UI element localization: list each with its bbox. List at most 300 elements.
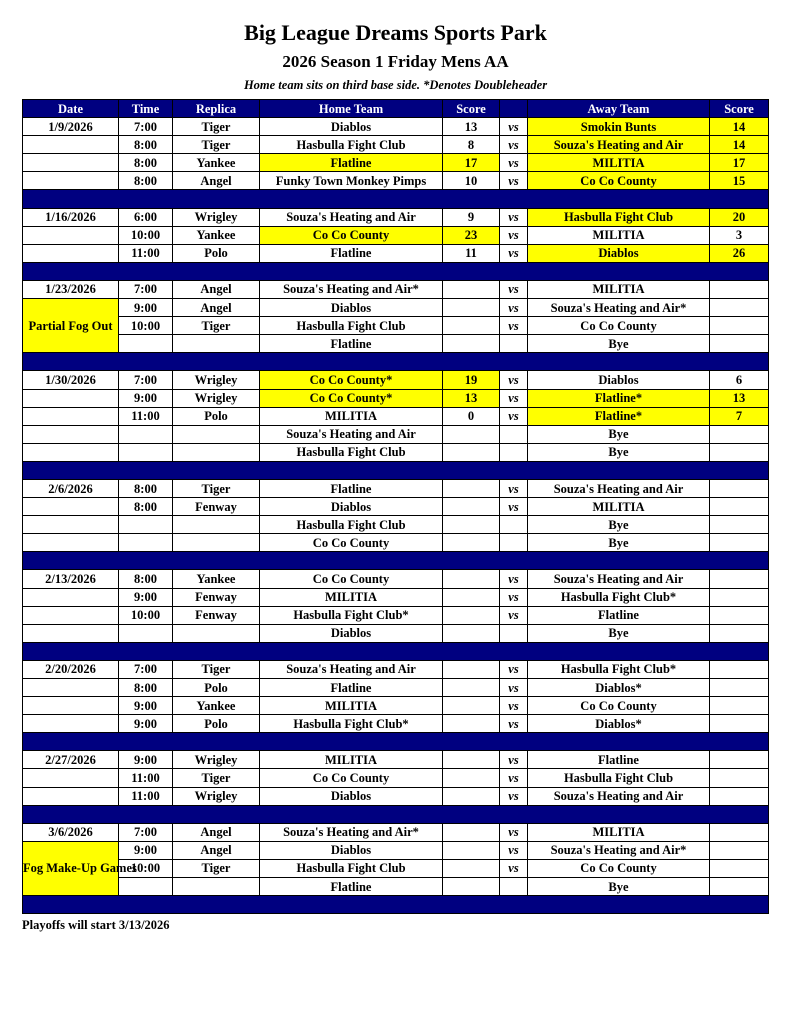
home-score-cell	[443, 443, 500, 461]
away-score-cell	[710, 841, 769, 859]
game-row	[23, 371, 769, 389]
game-row	[23, 425, 769, 443]
home-team-cell: Co Co County*	[260, 371, 443, 389]
page-subtitle: 2026 Season 1 Friday Mens AA	[282, 52, 509, 71]
game-row	[23, 244, 769, 262]
replica-cell: Angel	[173, 299, 260, 317]
vs-cell: vs	[500, 407, 528, 425]
home-team-cell: Hasbulla Fight Club	[260, 516, 443, 534]
game-row	[23, 715, 769, 733]
empty-date-cell	[23, 516, 119, 534]
col-time: Time	[119, 100, 173, 118]
away-team-cell: Flatline	[528, 606, 710, 624]
away-score-cell	[710, 878, 769, 896]
separator-bar	[23, 642, 769, 660]
away-score-cell	[710, 787, 769, 805]
game-row	[23, 407, 769, 425]
game-row	[23, 697, 769, 715]
away-team-cell: Hasbulla Fight Club*	[528, 660, 710, 678]
away-score-cell	[710, 479, 769, 497]
home-score-cell	[443, 679, 500, 697]
vs-cell: vs	[500, 172, 528, 190]
empty-date-cell	[23, 498, 119, 516]
home-team-cell: Hasbulla Fight Club*	[260, 606, 443, 624]
away-score-cell	[710, 660, 769, 678]
replica-cell: Tiger	[173, 317, 260, 335]
empty-date-cell	[23, 443, 119, 461]
away-team-cell: Bye	[528, 443, 710, 461]
empty-date-cell	[23, 154, 119, 172]
time-cell: 10:00	[119, 317, 173, 335]
date-cell: 3/6/2026	[23, 823, 119, 841]
home-team-cell: Diablos	[260, 841, 443, 859]
date-cell: 1/30/2026	[23, 371, 119, 389]
away-team-cell: Bye	[528, 624, 710, 642]
separator-bar	[23, 353, 769, 371]
replica-cell: Yankee	[173, 697, 260, 715]
home-score-cell: 13	[443, 389, 500, 407]
away-score-cell	[710, 299, 769, 317]
replica-cell: Wrigley	[173, 208, 260, 226]
vs-cell: vs	[500, 751, 528, 769]
vs-cell: vs	[500, 769, 528, 787]
home-team-cell: Hasbulla Fight Club*	[260, 715, 443, 733]
doubleheader-note: Home team sits on third base side. *Denotes Doubleheader	[243, 78, 548, 92]
vs-cell: vs	[500, 679, 528, 697]
vs-cell: vs	[500, 787, 528, 805]
home-score-cell	[443, 425, 500, 443]
replica-cell	[173, 425, 260, 443]
away-team-cell: Souza's Heating and Air*	[528, 841, 710, 859]
away-score-cell	[710, 498, 769, 516]
separator-bar	[23, 896, 769, 914]
date-cell: 2/6/2026	[23, 479, 119, 497]
home-team-cell: Flatline	[260, 154, 443, 172]
replica-cell	[173, 516, 260, 534]
home-team-cell: Souza's Heating and Air	[260, 660, 443, 678]
away-team-cell: MILITIA	[528, 226, 710, 244]
replica-cell: Fenway	[173, 606, 260, 624]
game-row	[23, 172, 769, 190]
vs-cell: vs	[500, 299, 528, 317]
replica-cell: Wrigley	[173, 787, 260, 805]
week-note-cell: Partial Fog Out	[23, 299, 119, 353]
away-score-cell	[710, 534, 769, 552]
week-separator	[23, 190, 769, 208]
time-cell: 8:00	[119, 498, 173, 516]
empty-date-cell	[23, 172, 119, 190]
away-team-cell: MILITIA	[528, 154, 710, 172]
away-team-cell: Bye	[528, 335, 710, 353]
replica-cell: Fenway	[173, 588, 260, 606]
vs-cell: vs	[500, 498, 528, 516]
time-cell	[119, 425, 173, 443]
home-team-cell: Diablos	[260, 787, 443, 805]
home-score-cell	[443, 660, 500, 678]
replica-cell: Angel	[173, 823, 260, 841]
away-team-cell: Co Co County	[528, 172, 710, 190]
time-cell: 9:00	[119, 715, 173, 733]
game-row	[23, 859, 769, 877]
home-team-cell: MILITIA	[260, 407, 443, 425]
home-score-cell	[443, 280, 500, 298]
away-score-cell: 26	[710, 244, 769, 262]
vs-cell	[500, 335, 528, 353]
col-home-score: Score	[443, 100, 500, 118]
away-team-cell: Diablos*	[528, 679, 710, 697]
empty-date-cell	[23, 624, 119, 642]
game-row	[23, 226, 769, 244]
home-score-cell: 17	[443, 154, 500, 172]
away-score-cell: 3	[710, 226, 769, 244]
home-score-cell: 23	[443, 226, 500, 244]
home-team-cell: Diablos	[260, 498, 443, 516]
page-title: Big League Dreams Sports Park	[244, 20, 547, 45]
home-score-cell: 8	[443, 136, 500, 154]
away-score-cell: 6	[710, 371, 769, 389]
separator-bar	[23, 190, 769, 208]
game-row	[23, 624, 769, 642]
separator-bar	[23, 733, 769, 751]
time-cell: 11:00	[119, 407, 173, 425]
empty-date-cell	[23, 534, 119, 552]
vs-cell: vs	[500, 317, 528, 335]
away-team-cell: Diablos	[528, 244, 710, 262]
away-team-cell: Co Co County	[528, 859, 710, 877]
away-score-cell	[710, 443, 769, 461]
away-team-cell: Hasbulla Fight Club*	[528, 588, 710, 606]
home-team-cell: Flatline	[260, 878, 443, 896]
date-cell: 2/20/2026	[23, 660, 119, 678]
home-score-cell	[443, 335, 500, 353]
replica-cell: Angel	[173, 841, 260, 859]
replica-cell: Polo	[173, 715, 260, 733]
home-team-cell: Hasbulla Fight Club	[260, 317, 443, 335]
away-score-cell: 7	[710, 407, 769, 425]
empty-date-cell	[23, 244, 119, 262]
away-score-cell: 20	[710, 208, 769, 226]
home-score-cell: 19	[443, 371, 500, 389]
away-team-cell: Souza's Heating and Air	[528, 136, 710, 154]
away-team-cell: Souza's Heating and Air	[528, 787, 710, 805]
replica-cell: Fenway	[173, 498, 260, 516]
home-score-cell	[443, 299, 500, 317]
away-score-cell	[710, 335, 769, 353]
replica-cell: Wrigley	[173, 389, 260, 407]
week-separator	[23, 805, 769, 823]
replica-cell: Yankee	[173, 570, 260, 588]
replica-cell: Tiger	[173, 769, 260, 787]
empty-date-cell	[23, 136, 119, 154]
replica-cell	[173, 335, 260, 353]
game-row	[23, 154, 769, 172]
empty-date-cell	[23, 715, 119, 733]
time-cell: 11:00	[119, 244, 173, 262]
time-cell: 11:00	[119, 787, 173, 805]
home-team-cell: Souza's Heating and Air	[260, 208, 443, 226]
time-cell: 9:00	[119, 389, 173, 407]
home-team-cell: Co Co County	[260, 534, 443, 552]
replica-cell: Tiger	[173, 118, 260, 136]
home-score-cell	[443, 787, 500, 805]
game-row	[23, 389, 769, 407]
replica-cell: Tiger	[173, 859, 260, 877]
vs-cell	[500, 534, 528, 552]
away-team-cell: Diablos	[528, 371, 710, 389]
home-team-cell: Flatline	[260, 244, 443, 262]
date-cell: 1/9/2026	[23, 118, 119, 136]
vs-cell	[500, 516, 528, 534]
away-team-cell: MILITIA	[528, 498, 710, 516]
home-team-cell: Souza's Heating and Air*	[260, 823, 443, 841]
col-home-team: Home Team	[260, 100, 443, 118]
replica-cell: Angel	[173, 280, 260, 298]
away-team-cell: Flatline*	[528, 389, 710, 407]
vs-cell: vs	[500, 154, 528, 172]
home-team-cell: Hasbulla Fight Club	[260, 859, 443, 877]
home-team-cell: Hasbulla Fight Club	[260, 136, 443, 154]
game-row	[23, 208, 769, 226]
vs-cell: vs	[500, 570, 528, 588]
game-row	[23, 335, 769, 353]
away-team-cell: Co Co County	[528, 317, 710, 335]
home-score-cell	[443, 841, 500, 859]
away-score-cell	[710, 823, 769, 841]
time-cell: 8:00	[119, 154, 173, 172]
time-cell: 7:00	[119, 823, 173, 841]
schedule-table	[22, 99, 769, 914]
vs-cell: vs	[500, 660, 528, 678]
week-separator	[23, 552, 769, 570]
replica-cell: Polo	[173, 679, 260, 697]
empty-date-cell	[23, 606, 119, 624]
away-team-cell: Bye	[528, 878, 710, 896]
home-score-cell	[443, 624, 500, 642]
replica-cell: Polo	[173, 244, 260, 262]
home-team-cell: Souza's Heating and Air	[260, 425, 443, 443]
vs-cell: vs	[500, 208, 528, 226]
away-score-cell: 15	[710, 172, 769, 190]
vs-cell: vs	[500, 823, 528, 841]
vs-cell: vs	[500, 389, 528, 407]
away-team-cell: Co Co County	[528, 697, 710, 715]
home-score-cell: 0	[443, 407, 500, 425]
date-cell: 2/13/2026	[23, 570, 119, 588]
vs-cell	[500, 443, 528, 461]
replica-cell: Tiger	[173, 136, 260, 154]
time-cell: 10:00	[119, 226, 173, 244]
vs-cell: vs	[500, 841, 528, 859]
home-team-cell: Co Co County	[260, 769, 443, 787]
replica-cell: Polo	[173, 407, 260, 425]
game-row	[23, 534, 769, 552]
vs-cell: vs	[500, 118, 528, 136]
empty-date-cell	[23, 226, 119, 244]
time-cell: 8:00	[119, 479, 173, 497]
game-row	[23, 660, 769, 678]
empty-date-cell	[23, 389, 119, 407]
home-team-cell: Diablos	[260, 118, 443, 136]
time-cell: 11:00	[119, 769, 173, 787]
time-cell: 7:00	[119, 371, 173, 389]
week-separator	[23, 461, 769, 479]
col-date: Date	[23, 100, 119, 118]
away-team-cell: Bye	[528, 516, 710, 534]
vs-cell: vs	[500, 606, 528, 624]
game-row	[23, 498, 769, 516]
away-score-cell	[710, 317, 769, 335]
home-team-cell: Flatline	[260, 335, 443, 353]
vs-cell: vs	[500, 244, 528, 262]
home-score-cell	[443, 751, 500, 769]
away-score-cell	[710, 751, 769, 769]
replica-cell: Tiger	[173, 660, 260, 678]
away-team-cell: Diablos*	[528, 715, 710, 733]
col-replica: Replica	[173, 100, 260, 118]
away-score-cell: 17	[710, 154, 769, 172]
col-away-team: Away Team	[528, 100, 710, 118]
vs-cell: vs	[500, 226, 528, 244]
empty-date-cell	[23, 787, 119, 805]
vs-cell	[500, 878, 528, 896]
game-row	[23, 751, 769, 769]
week-separator	[23, 896, 769, 914]
vs-cell: vs	[500, 280, 528, 298]
home-team-cell: Co Co County	[260, 226, 443, 244]
vs-cell: vs	[500, 371, 528, 389]
playoffs-note: Playoffs will start 3/13/2026	[22, 918, 170, 932]
game-row	[23, 769, 769, 787]
away-score-cell	[710, 769, 769, 787]
away-score-cell	[710, 425, 769, 443]
replica-cell	[173, 624, 260, 642]
away-team-cell: Hasbulla Fight Club	[528, 769, 710, 787]
home-team-cell: Diablos	[260, 624, 443, 642]
home-team-cell: Flatline	[260, 479, 443, 497]
replica-cell: Yankee	[173, 226, 260, 244]
away-team-cell: Souza's Heating and Air*	[528, 299, 710, 317]
separator-bar	[23, 805, 769, 823]
game-row	[23, 516, 769, 534]
replica-cell: Angel	[173, 172, 260, 190]
game-row	[23, 878, 769, 896]
home-team-cell: Co Co County*	[260, 389, 443, 407]
home-team-cell: MILITIA	[260, 751, 443, 769]
time-cell: 7:00	[119, 118, 173, 136]
away-team-cell: MILITIA	[528, 823, 710, 841]
week-separator	[23, 353, 769, 371]
week-separator	[23, 733, 769, 751]
time-cell	[119, 335, 173, 353]
time-cell: 9:00	[119, 588, 173, 606]
game-row	[23, 588, 769, 606]
time-cell: 8:00	[119, 679, 173, 697]
vs-cell: vs	[500, 859, 528, 877]
home-score-cell: 13	[443, 118, 500, 136]
away-score-cell	[710, 715, 769, 733]
replica-cell	[173, 878, 260, 896]
time-cell	[119, 516, 173, 534]
week-note-cell: Fog Make-Up Games	[23, 841, 119, 895]
game-row	[23, 443, 769, 461]
empty-date-cell	[23, 425, 119, 443]
time-cell	[119, 534, 173, 552]
game-row	[23, 787, 769, 805]
game-row	[23, 841, 769, 859]
home-team-cell: Flatline	[260, 679, 443, 697]
date-cell: 1/23/2026	[23, 280, 119, 298]
game-row	[23, 136, 769, 154]
time-cell: 9:00	[119, 697, 173, 715]
vs-cell	[500, 624, 528, 642]
away-score-cell	[710, 280, 769, 298]
home-score-cell	[443, 479, 500, 497]
game-row	[23, 280, 769, 298]
time-cell: 7:00	[119, 660, 173, 678]
home-score-cell	[443, 588, 500, 606]
away-score-cell: 13	[710, 389, 769, 407]
home-team-cell: Diablos	[260, 299, 443, 317]
date-cell: 2/27/2026	[23, 751, 119, 769]
replica-cell	[173, 443, 260, 461]
away-team-cell: Hasbulla Fight Club	[528, 208, 710, 226]
time-cell: 7:00	[119, 280, 173, 298]
home-score-cell	[443, 516, 500, 534]
away-team-cell: Smokin Bunts	[528, 118, 710, 136]
home-team-cell: Co Co County	[260, 570, 443, 588]
separator-bar	[23, 552, 769, 570]
away-score-cell: 14	[710, 136, 769, 154]
home-score-cell	[443, 570, 500, 588]
game-row	[23, 118, 769, 136]
away-score-cell	[710, 588, 769, 606]
game-row	[23, 606, 769, 624]
away-score-cell: 14	[710, 118, 769, 136]
home-score-cell: 11	[443, 244, 500, 262]
home-team-cell: Hasbulla Fight Club	[260, 443, 443, 461]
week-separator	[23, 262, 769, 280]
empty-date-cell	[23, 769, 119, 787]
vs-cell	[500, 425, 528, 443]
away-score-cell	[710, 516, 769, 534]
time-cell: 9:00	[119, 841, 173, 859]
away-score-cell	[710, 606, 769, 624]
away-team-cell: Souza's Heating and Air	[528, 479, 710, 497]
time-cell: 6:00	[119, 208, 173, 226]
away-team-cell: MILITIA	[528, 280, 710, 298]
away-team-cell: Souza's Heating and Air	[528, 570, 710, 588]
home-score-cell	[443, 317, 500, 335]
time-cell	[119, 878, 173, 896]
vs-cell: vs	[500, 479, 528, 497]
away-team-cell: Bye	[528, 425, 710, 443]
col-away-score: Score	[710, 100, 769, 118]
vs-cell: vs	[500, 715, 528, 733]
time-cell: 8:00	[119, 172, 173, 190]
home-score-cell	[443, 606, 500, 624]
time-cell: 9:00	[119, 299, 173, 317]
away-score-cell	[710, 570, 769, 588]
col-vs	[500, 100, 528, 118]
home-score-cell	[443, 498, 500, 516]
time-cell: 9:00	[119, 751, 173, 769]
away-team-cell: Flatline	[528, 751, 710, 769]
game-row	[23, 479, 769, 497]
game-row	[23, 679, 769, 697]
home-score-cell: 10	[443, 172, 500, 190]
empty-date-cell	[23, 407, 119, 425]
game-row	[23, 317, 769, 335]
